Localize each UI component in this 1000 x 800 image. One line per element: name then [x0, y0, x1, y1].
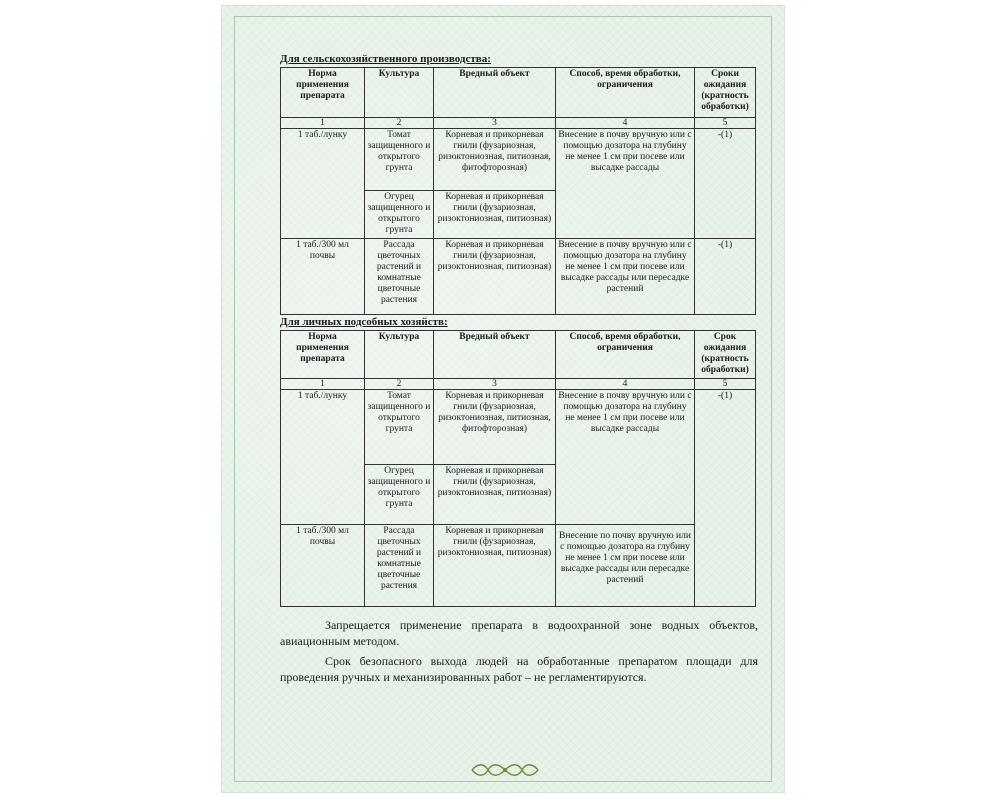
header-crop: Культура	[365, 68, 434, 118]
column-number: 4	[556, 379, 695, 390]
column-number: 1	[281, 118, 365, 129]
header-pest: Вредный объект	[434, 68, 556, 118]
crop-cell: Огурец защищенного и открытого грунта	[365, 191, 434, 239]
pest-cell: Корневая и прикорневая гнили (фузариозная, ризоктониозная, питиозная)	[434, 525, 556, 607]
ornament-icon	[470, 762, 540, 778]
column-number: 4	[556, 118, 695, 129]
notes	[280, 617, 758, 685]
waiting-cell: -(1)	[695, 239, 756, 315]
rate-cell: 1 таб./300 мл почвы	[281, 525, 365, 607]
crop-cell: Рассада цветочных растений и комнатные цветочные растения	[365, 525, 434, 607]
note-prohibition: Запрещается применение препарата в водоохранной зоне водных объектов, авиационным методом.	[280, 618, 758, 648]
crop-cell: Томат защищенного и открытого грунта	[365, 129, 434, 191]
pest-cell: Корневая и прикорневая гнили (фузариозная, ризоктониозная, питиозная, фитофторозная)	[434, 390, 556, 465]
header-crop: Культура	[365, 331, 434, 379]
note-safe-exit: Срок безопасного выхода людей на обработанные препаратом площади для проведения ручных и механизированных работ – не регламентируются.	[280, 654, 758, 684]
pest-cell: Корневая и прикорневая гнили (фузариозная, ризоктониозная, питиозная)	[434, 239, 556, 315]
rate-cell: 1 таб./лунку	[281, 390, 365, 525]
waiting-cell: -(1)	[695, 129, 756, 239]
column-number-row	[281, 379, 756, 390]
pest-cell: Корневая и прикорневая гнили (фузариозная, ризоктониозная, питиозная)	[434, 191, 556, 239]
waiting-cell: -(1)	[695, 390, 756, 607]
rate-cell: 1 таб./300 мл почвы	[281, 239, 365, 315]
column-number: 3	[434, 118, 556, 129]
header-waiting: Сроки ожидания (кратность обработки)	[695, 68, 756, 118]
header-rate: Норма применения препарата	[281, 68, 365, 118]
section-title-household: Для личных подсобных хозяйств:	[280, 316, 448, 328]
crop-cell: Томат защищенного и открытого грунта	[365, 390, 434, 465]
crop-cell: Огурец защищенного и открытого грунта	[365, 465, 434, 525]
column-number: 5	[695, 379, 756, 390]
column-number: 2	[365, 118, 434, 129]
method-cell: Внесение в почву вручную или с помощью дозатора на глубину не менее 1 см при посеве или высадке рассады	[556, 129, 695, 239]
column-number: 2	[365, 379, 434, 390]
method-cell: Внесение по почву вручную или с помощью дозатора на глубину не менее 1 см при посеве или высадке рассады или пересадке растений	[556, 525, 695, 607]
table-header-row	[281, 68, 756, 118]
table-agricultural	[280, 67, 756, 315]
method-cell: Внесение в почву вручную или с помощью дозатора на глубину не менее 1 см при посеве или высадке рассады или пересадке растений	[556, 239, 695, 315]
table-row	[281, 129, 756, 191]
table-row	[281, 239, 756, 315]
crop-cell: Рассада цветочных растений и комнатные цветочные растения	[365, 239, 434, 315]
header-rate: Норма применения препарата	[281, 331, 365, 379]
column-number-row	[281, 118, 756, 129]
column-number: 1	[281, 379, 365, 390]
header-method: Способ, время обработки, ограничения	[556, 68, 695, 118]
column-number: 5	[695, 118, 756, 129]
table-header-row	[281, 331, 756, 379]
table-row	[281, 525, 756, 607]
section-title-agricultural: Для сельскохозяйственного производства:	[280, 53, 491, 65]
header-pest: Вредный объект	[434, 331, 556, 379]
header-method: Способ, время обработки, ограничения	[556, 331, 695, 379]
table-row	[281, 390, 756, 465]
method-cell: Внесение в почву вручную или с помощью дозатора на глубину не менее 1 см при посеве или высадке рассады	[556, 390, 695, 525]
column-number: 3	[434, 379, 556, 390]
pest-cell: Корневая и прикорневая гнили (фузариозная, ризоктониозная, питиозная)	[434, 465, 556, 525]
header-waiting: Срок ожидания (кратность обработки)	[695, 331, 756, 379]
table-household	[280, 330, 756, 607]
pest-cell: Корневая и прикорневая гнили (фузариозная, ризоктониозная, питиозная, фитофторозная)	[434, 129, 556, 191]
rate-cell: 1 таб./лунку	[281, 129, 365, 239]
